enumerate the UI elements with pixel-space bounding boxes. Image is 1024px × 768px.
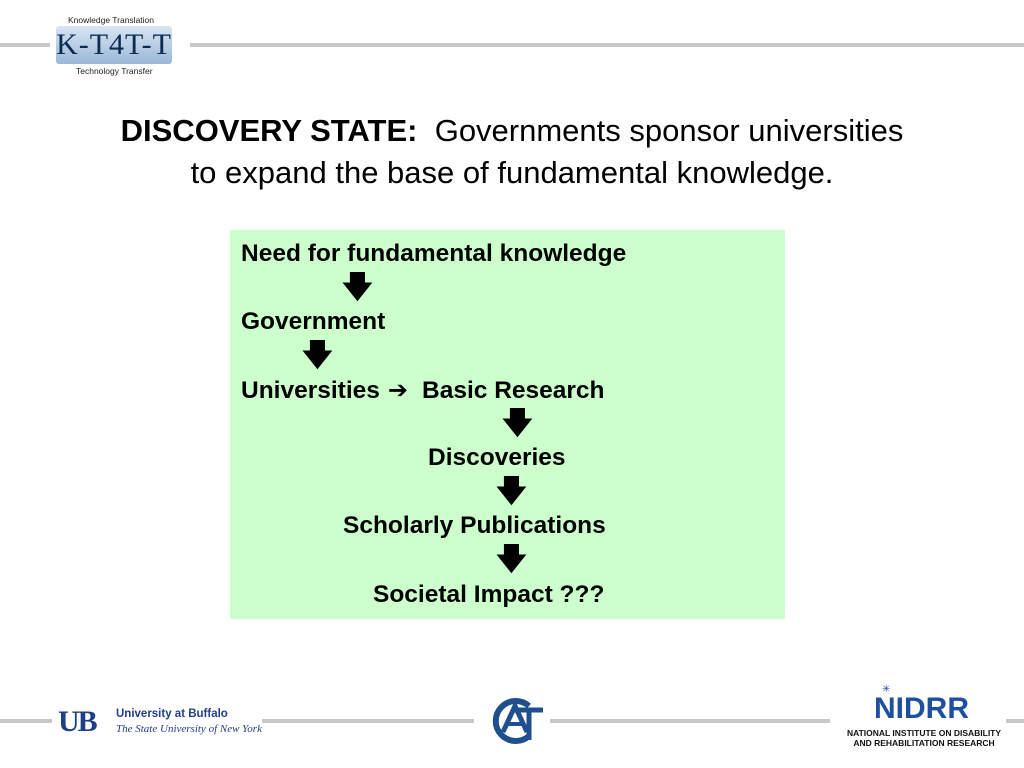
logo-letters: K-T4T-T bbox=[56, 28, 172, 61]
arrow-down-icon: 🡇 bbox=[496, 542, 527, 577]
cat-logo bbox=[485, 696, 545, 746]
arrow-down-icon: 🡇 bbox=[302, 338, 333, 373]
header-rule-right bbox=[190, 43, 1024, 47]
footer-rule-3 bbox=[550, 719, 830, 723]
nidrr-logo bbox=[838, 684, 1006, 754]
arrow-down-icon: 🡇 bbox=[342, 270, 373, 305]
title-strong: DISCOVERY STATE: bbox=[120, 113, 418, 148]
arrow-right-icon: ➔ bbox=[387, 376, 409, 404]
logo-bottom-text: Technology Transfer bbox=[76, 66, 153, 76]
flow-universities: Universities bbox=[241, 377, 380, 404]
nidrr-mark: NIDRR bbox=[874, 692, 969, 725]
flow-discoveries: Discoveries bbox=[428, 444, 566, 471]
cat-logo-mark bbox=[485, 696, 545, 746]
footer-rule-4 bbox=[1006, 719, 1024, 723]
header-rule-left bbox=[0, 43, 50, 47]
footer-rule-2 bbox=[262, 719, 474, 723]
ub-subtitle: The State University of New York bbox=[116, 723, 262, 735]
flow-need: Need for fundamental knowledge bbox=[241, 240, 627, 267]
flow-universities-row bbox=[241, 376, 605, 405]
footer-rule-1 bbox=[0, 719, 52, 723]
flow-basic-research: Basic Research bbox=[422, 377, 605, 404]
slide-title bbox=[40, 110, 984, 194]
nidrr-subtitle bbox=[842, 728, 1006, 748]
logo-top-text: Knowledge Translation bbox=[68, 15, 155, 25]
ub-logo bbox=[58, 706, 262, 740]
kt4tt-logo bbox=[54, 14, 186, 78]
title-line-1 bbox=[40, 110, 984, 152]
flow-publications: Scholarly Publications bbox=[343, 512, 606, 539]
flow-impact: Societal Impact ??? bbox=[373, 581, 605, 608]
nidrr-line-1: NATIONAL INSTITUTE ON DISABILITY bbox=[846, 728, 1002, 738]
title-rest: Governments sponsor universities bbox=[434, 113, 904, 148]
flow-box bbox=[230, 230, 785, 619]
ub-name: University at Buffalo bbox=[116, 708, 228, 720]
arrow-down-icon: 🡇 bbox=[502, 406, 533, 441]
flow-government: Government bbox=[241, 308, 386, 335]
nidrr-figure-icon: ✳ bbox=[882, 684, 891, 695]
nidrr-line-2: AND REHABILITATION RESEARCH bbox=[853, 738, 995, 748]
ub-mark: UB bbox=[58, 705, 96, 738]
title-line-2: to expand the base of fundamental knowledge. bbox=[190, 155, 834, 190]
arrow-down-icon: 🡇 bbox=[496, 474, 527, 509]
